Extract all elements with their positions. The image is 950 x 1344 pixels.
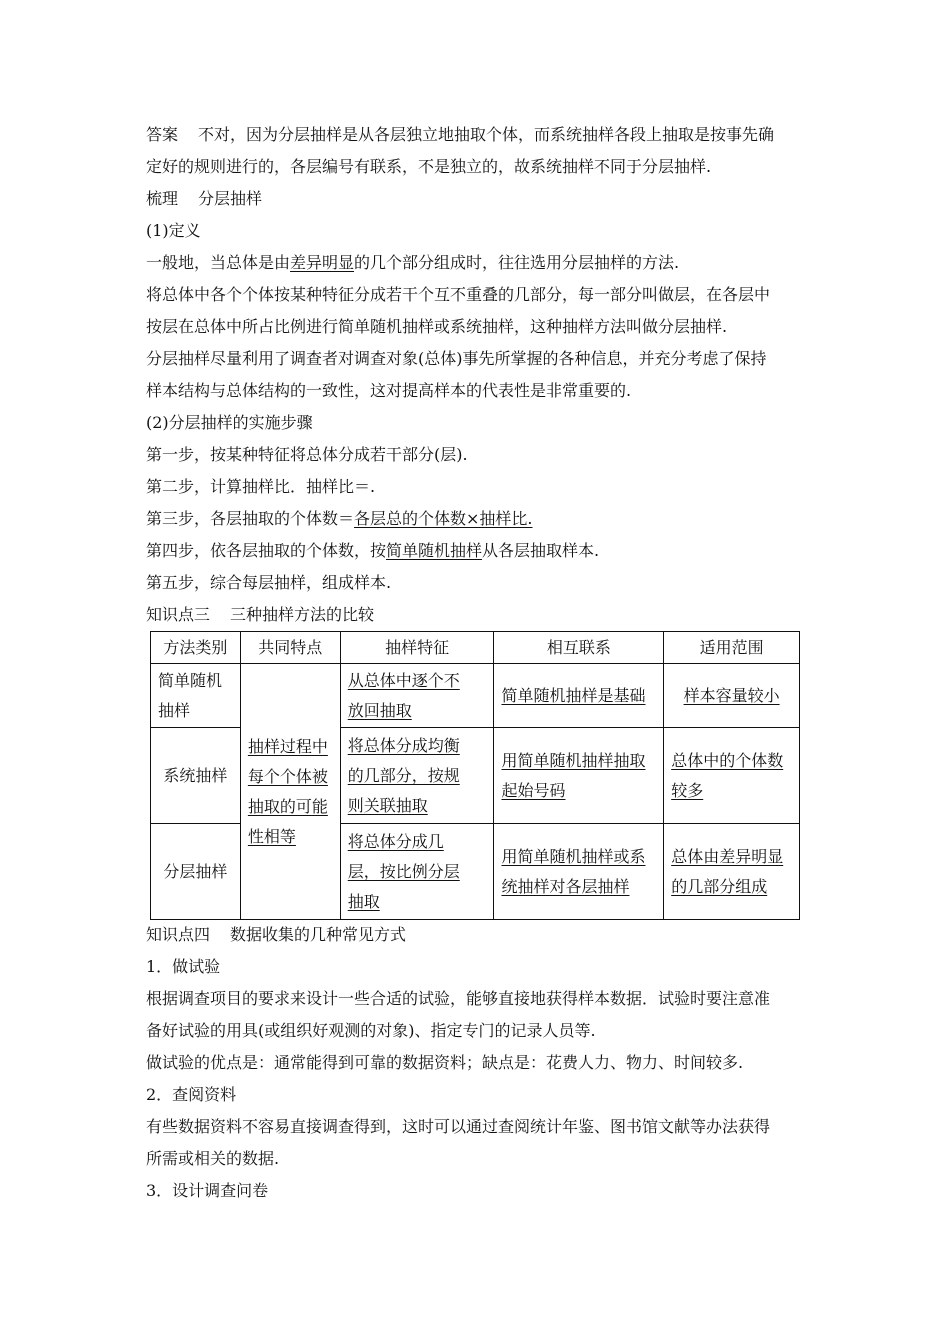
step-5: 第五步，综合每层抽样，组成样本.	[146, 573, 392, 592]
feature-cell	[340, 664, 494, 728]
feature-cell	[340, 824, 494, 920]
cell-line: 将总体分成均衡	[347, 735, 460, 755]
steps-heading: (2)分层抽样的实施步骤	[146, 413, 313, 432]
cell-line: 总体由差异明显	[671, 846, 784, 866]
table-header-cell: 方法类别	[151, 632, 241, 664]
answer-text-1: 不对，因为分层抽样是从各层独立地抽取个体，而系统抽样各段上抽取是按事先确	[198, 125, 775, 144]
answer-label: 答案	[146, 125, 179, 144]
cell-line: 起始号码	[501, 780, 566, 800]
definition-paragraph-3-line-2: 样本结构与总体结构的一致性，这对提高样本的代表性是非常重要的.	[146, 381, 632, 400]
cell-line: 系统抽样	[163, 765, 228, 785]
kp3-label: 知识点三	[146, 605, 211, 624]
cell-line: 较多	[671, 780, 704, 800]
step-4-pre: 第四步，依各层抽取的个体数，按	[146, 541, 387, 560]
step-4-post: 从各层抽取样本.	[482, 541, 600, 560]
kp4-label: 知识点四	[146, 925, 211, 944]
definition-paragraph-2-line-2: 按层在总体中所占比例进行简单随机抽样或系统抽样，这种抽样方法叫做分层抽样.	[146, 317, 728, 336]
scope-cell	[664, 664, 800, 728]
method-cell	[151, 728, 241, 824]
cell-line: 的几部分组成	[671, 876, 768, 896]
cell-line: 抽样过程中	[247, 736, 328, 756]
cell-line: 从总体中逐个不	[347, 670, 460, 690]
section-1-line-2: 备好试验的用具(或组织好观测的对象)、指定专门的记录人员等.	[146, 1021, 596, 1040]
cell-line: 用简单随机抽样或系	[501, 846, 646, 866]
table-header-cell: 适用范围	[664, 632, 800, 664]
table-header-cell: 抽样特征	[340, 632, 494, 664]
section-1-line-3: 做试验的优点是：通常能得到可靠的数据资料；缺点是：花费人力、物力、时间较多.	[146, 1053, 744, 1072]
definition-paragraph-2-line-1: 将总体中各个个体按某种特征分成若干个互不重叠的几部分，每一部分叫做层，在各层中	[146, 285, 771, 304]
relation-cell	[494, 824, 664, 920]
summary-label: 梳理	[146, 189, 179, 208]
p1-pre: 一般地，当总体是由	[146, 253, 291, 272]
relation-cell	[494, 728, 664, 824]
feature-cell	[340, 728, 494, 824]
table-header-cell: 共同特点	[240, 632, 340, 664]
cell-line: 层，按比例分层	[347, 861, 460, 881]
section-2-heading: 2．查阅资料	[146, 1085, 237, 1104]
section-1-line-1: 根据调查项目的要求来设计一些合适的试验，能够直接地获得样本数据．试验时要注意准	[146, 989, 771, 1008]
kp3-heading	[146, 605, 374, 625]
cell-line: 的几部分，按规	[347, 765, 460, 785]
common-feature-cell	[240, 664, 340, 920]
cell-line: 抽取的可能	[247, 796, 328, 816]
kp4-title: 数据收集的几种常见方式	[230, 925, 407, 944]
cell-line: 放回抽取	[347, 700, 412, 720]
definition-heading: (1)定义	[146, 221, 201, 240]
answer-line-2: 定好的规则进行的，各层编号有联系，不是独立的，故系统抽样不同于分层抽样.	[146, 157, 712, 176]
cell-line: 将总体分成几	[347, 831, 444, 851]
step-3-pre: 第三步，各层抽取的个体数＝	[146, 509, 355, 528]
cell-line: 简单随机抽样是基础	[501, 685, 646, 705]
table-header-row	[151, 632, 800, 664]
cell-line: 统抽样对各层抽样	[501, 876, 630, 896]
section-2-line-2: 所需或相关的数据.	[146, 1149, 280, 1168]
p1-post: 的几个部分组成时，往往选用分层抽样的方法.	[354, 253, 680, 272]
summary-title: 分层抽样	[198, 189, 263, 208]
relation-cell	[494, 664, 664, 728]
step-3-blank-answer: 各层总的个体数×抽样比.	[354, 509, 533, 528]
table-row	[151, 664, 800, 728]
cell-line: 用简单随机抽样抽取	[501, 750, 646, 770]
cell-line: 抽取	[347, 891, 380, 911]
definition-paragraph-1	[146, 253, 679, 273]
section-2-line-1: 有些数据资料不容易直接调查得到，这时可以通过查阅统计年鉴、图书馆文献等办法获得	[146, 1117, 771, 1136]
section-1-heading: 1．做试验	[146, 957, 221, 976]
table-header-cell: 相互联系	[494, 632, 664, 664]
scope-cell	[664, 824, 800, 920]
step-3	[146, 509, 533, 529]
p1-blank-answer: 差异明显	[290, 253, 355, 272]
summary-heading	[146, 189, 262, 209]
method-cell	[151, 824, 241, 920]
step-4-blank-answer: 简单随机抽样	[386, 541, 483, 560]
step-2: 第二步，计算抽样比．抽样比＝.	[146, 477, 376, 496]
cell-line: 则关联抽取	[347, 795, 428, 815]
cell-line: 每个个体被	[247, 766, 328, 786]
cell-line: 性相等	[247, 826, 296, 846]
step-4	[146, 541, 599, 561]
sampling-comparison-table	[150, 631, 800, 920]
cell-line: 简单随机	[158, 670, 223, 690]
section-3-heading: 3．设计调查问卷	[146, 1181, 269, 1200]
definition-paragraph-3-line-1: 分层抽样尽量利用了调查者对调查对象(总体)事先所掌握的各种信息，并充分考虑了保持	[146, 349, 767, 368]
method-cell	[151, 664, 241, 728]
answer-line-1	[146, 125, 774, 145]
step-1: 第一步，按某种特征将总体分成若干部分(层).	[146, 445, 468, 464]
kp4-heading	[146, 925, 406, 945]
cell-line: 抽样	[158, 700, 191, 720]
scope-cell	[664, 728, 800, 824]
cell-line: 总体中的个体数	[671, 750, 784, 770]
kp3-title: 三种抽样方法的比较	[230, 605, 375, 624]
cell-line: 样本容量较小	[683, 685, 780, 705]
cell-line: 分层抽样	[163, 861, 228, 881]
